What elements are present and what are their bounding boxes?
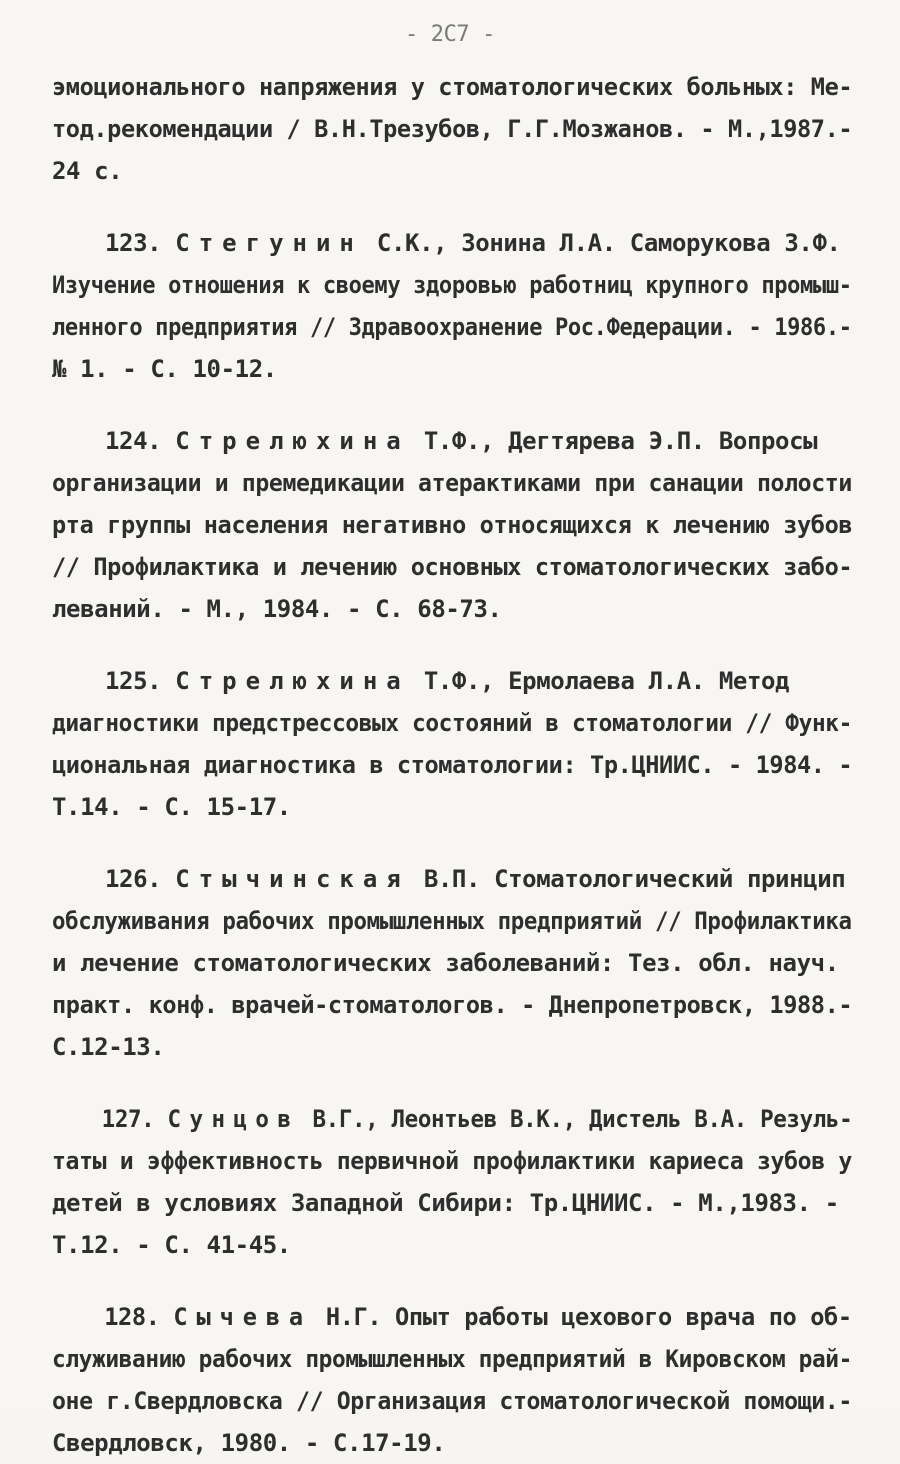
- text-line: леваний. - М., 1984. - С. 68-73.: [52, 595, 502, 623]
- entry-author: Сунцов: [167, 1105, 300, 1133]
- bibliography-entry: [52, 1296, 852, 1464]
- entry-first-line: [52, 660, 852, 702]
- entry-text: В.Г., Леонтьев В.К., Дистель В.А. Резуль-: [312, 1105, 853, 1133]
- entry-author: Стегунин: [175, 229, 363, 257]
- entry-text: В.П. Стоматологический принцип: [423, 865, 846, 893]
- text-line: Т.14. - С. 15-17.: [52, 793, 291, 821]
- text-line: организации и премедикации атерактиками при санации полости: [52, 469, 852, 497]
- text-line: обслуживания рабочих промышленных предприятий // Профилактика: [52, 907, 852, 935]
- entry-number: 128.: [104, 1303, 160, 1331]
- entry-author: Стычинская: [175, 865, 410, 893]
- entry-spacer: [52, 630, 852, 660]
- bibliography-entry: [52, 1098, 852, 1266]
- text-line: детей в условиях Западной Сибири: Тр.ЦНИИС. - М.,1983. -: [52, 1189, 839, 1217]
- text-line: тод.рекомендации / В.Н.Трезубов, Г.Г.Мозжанов. - М.,1987.-: [52, 115, 853, 143]
- entry-text: С.К., Зонина Л.А. Саморукова З.Ф.: [376, 229, 841, 257]
- text-line: циональная диагностика в стоматологии: Тр.ЦНИИС. - 1984. -: [52, 751, 853, 779]
- entry-text: Т.Ф., Ермолаева Л.А. Метод: [423, 667, 790, 695]
- entry-number: 125.: [105, 667, 162, 695]
- entry-first-line: [52, 858, 852, 900]
- entry-author: Сычева: [173, 1303, 313, 1331]
- entry-text: Н.Г. Опыт работы цехового врача по об-: [325, 1303, 852, 1331]
- entry-spacer: [52, 1266, 852, 1296]
- entry-spacer: [52, 390, 852, 420]
- text-line: и лечение стоматологических заболеваний: Тез. обл. науч.: [52, 949, 839, 977]
- entry-first-line: [52, 222, 852, 264]
- entry-list: [52, 192, 852, 1464]
- bibliography: [52, 66, 852, 1464]
- bibliography-entry: [52, 420, 852, 630]
- entry-number: 126.: [105, 865, 162, 893]
- entry-number: 123.: [105, 229, 162, 257]
- entry-first-line: [52, 1098, 853, 1140]
- entry-spacer: [52, 828, 852, 858]
- text-line: служиванию рабочих промышленных предприятий в Кировском рай-: [52, 1345, 852, 1373]
- page-number: - 2С7 -: [405, 22, 495, 47]
- entry-text: Т.Ф., Дегтярева Э.П. Вопросы: [423, 427, 818, 455]
- entry-spacer: [52, 192, 852, 222]
- text-line: // Профилактика и лечению основных стоматологических забо-: [52, 553, 853, 581]
- entry-author: Стрелюхина: [175, 667, 410, 695]
- text-line: практ. конф. врачей-стоматологов. - Днепропетровск, 1988.-: [52, 991, 853, 1019]
- text-line: рта группы населения негативно относящихся к лечению зубов: [52, 511, 853, 539]
- text-line: Изучение отношения к своему здоровью работниц крупного промыш-: [52, 271, 852, 299]
- entry-author: Стрелюхина: [175, 427, 410, 455]
- entry-spacer: [52, 1068, 852, 1098]
- text-line: С.12-13.: [52, 1033, 165, 1061]
- text-line: 24 с.: [52, 157, 123, 185]
- text-line: ленного предприятия // Здравоохранение Рос.Федерации. - 1986.-: [52, 313, 852, 341]
- text-line: таты и эффективность первичной профилактики кариеса зубов у: [52, 1147, 852, 1175]
- continuation-entry: [52, 66, 852, 192]
- entry-number: 127.: [101, 1105, 155, 1133]
- text-line: Свердловск, 1980. - С.17-19.: [52, 1429, 446, 1457]
- text-line: диагностики предстрессовых состояний в стоматологии // Функ-: [52, 709, 852, 737]
- text-line: Т.12. - С. 41-45.: [52, 1231, 291, 1259]
- text-line: № 1. - С. 10-12.: [52, 355, 277, 383]
- text-line: оне г.Свердловска // Организация стоматологической помощи.-: [52, 1387, 852, 1415]
- entry-first-line: [52, 420, 852, 462]
- bibliography-entry: [52, 222, 852, 390]
- text-line: эмоционального напряжения у стоматологических больных: Ме-: [52, 73, 853, 101]
- bibliography-entry: [52, 858, 852, 1068]
- entry-first-line: [52, 1296, 852, 1338]
- bibliography-entry: [52, 660, 852, 828]
- entry-number: 124.: [105, 427, 162, 455]
